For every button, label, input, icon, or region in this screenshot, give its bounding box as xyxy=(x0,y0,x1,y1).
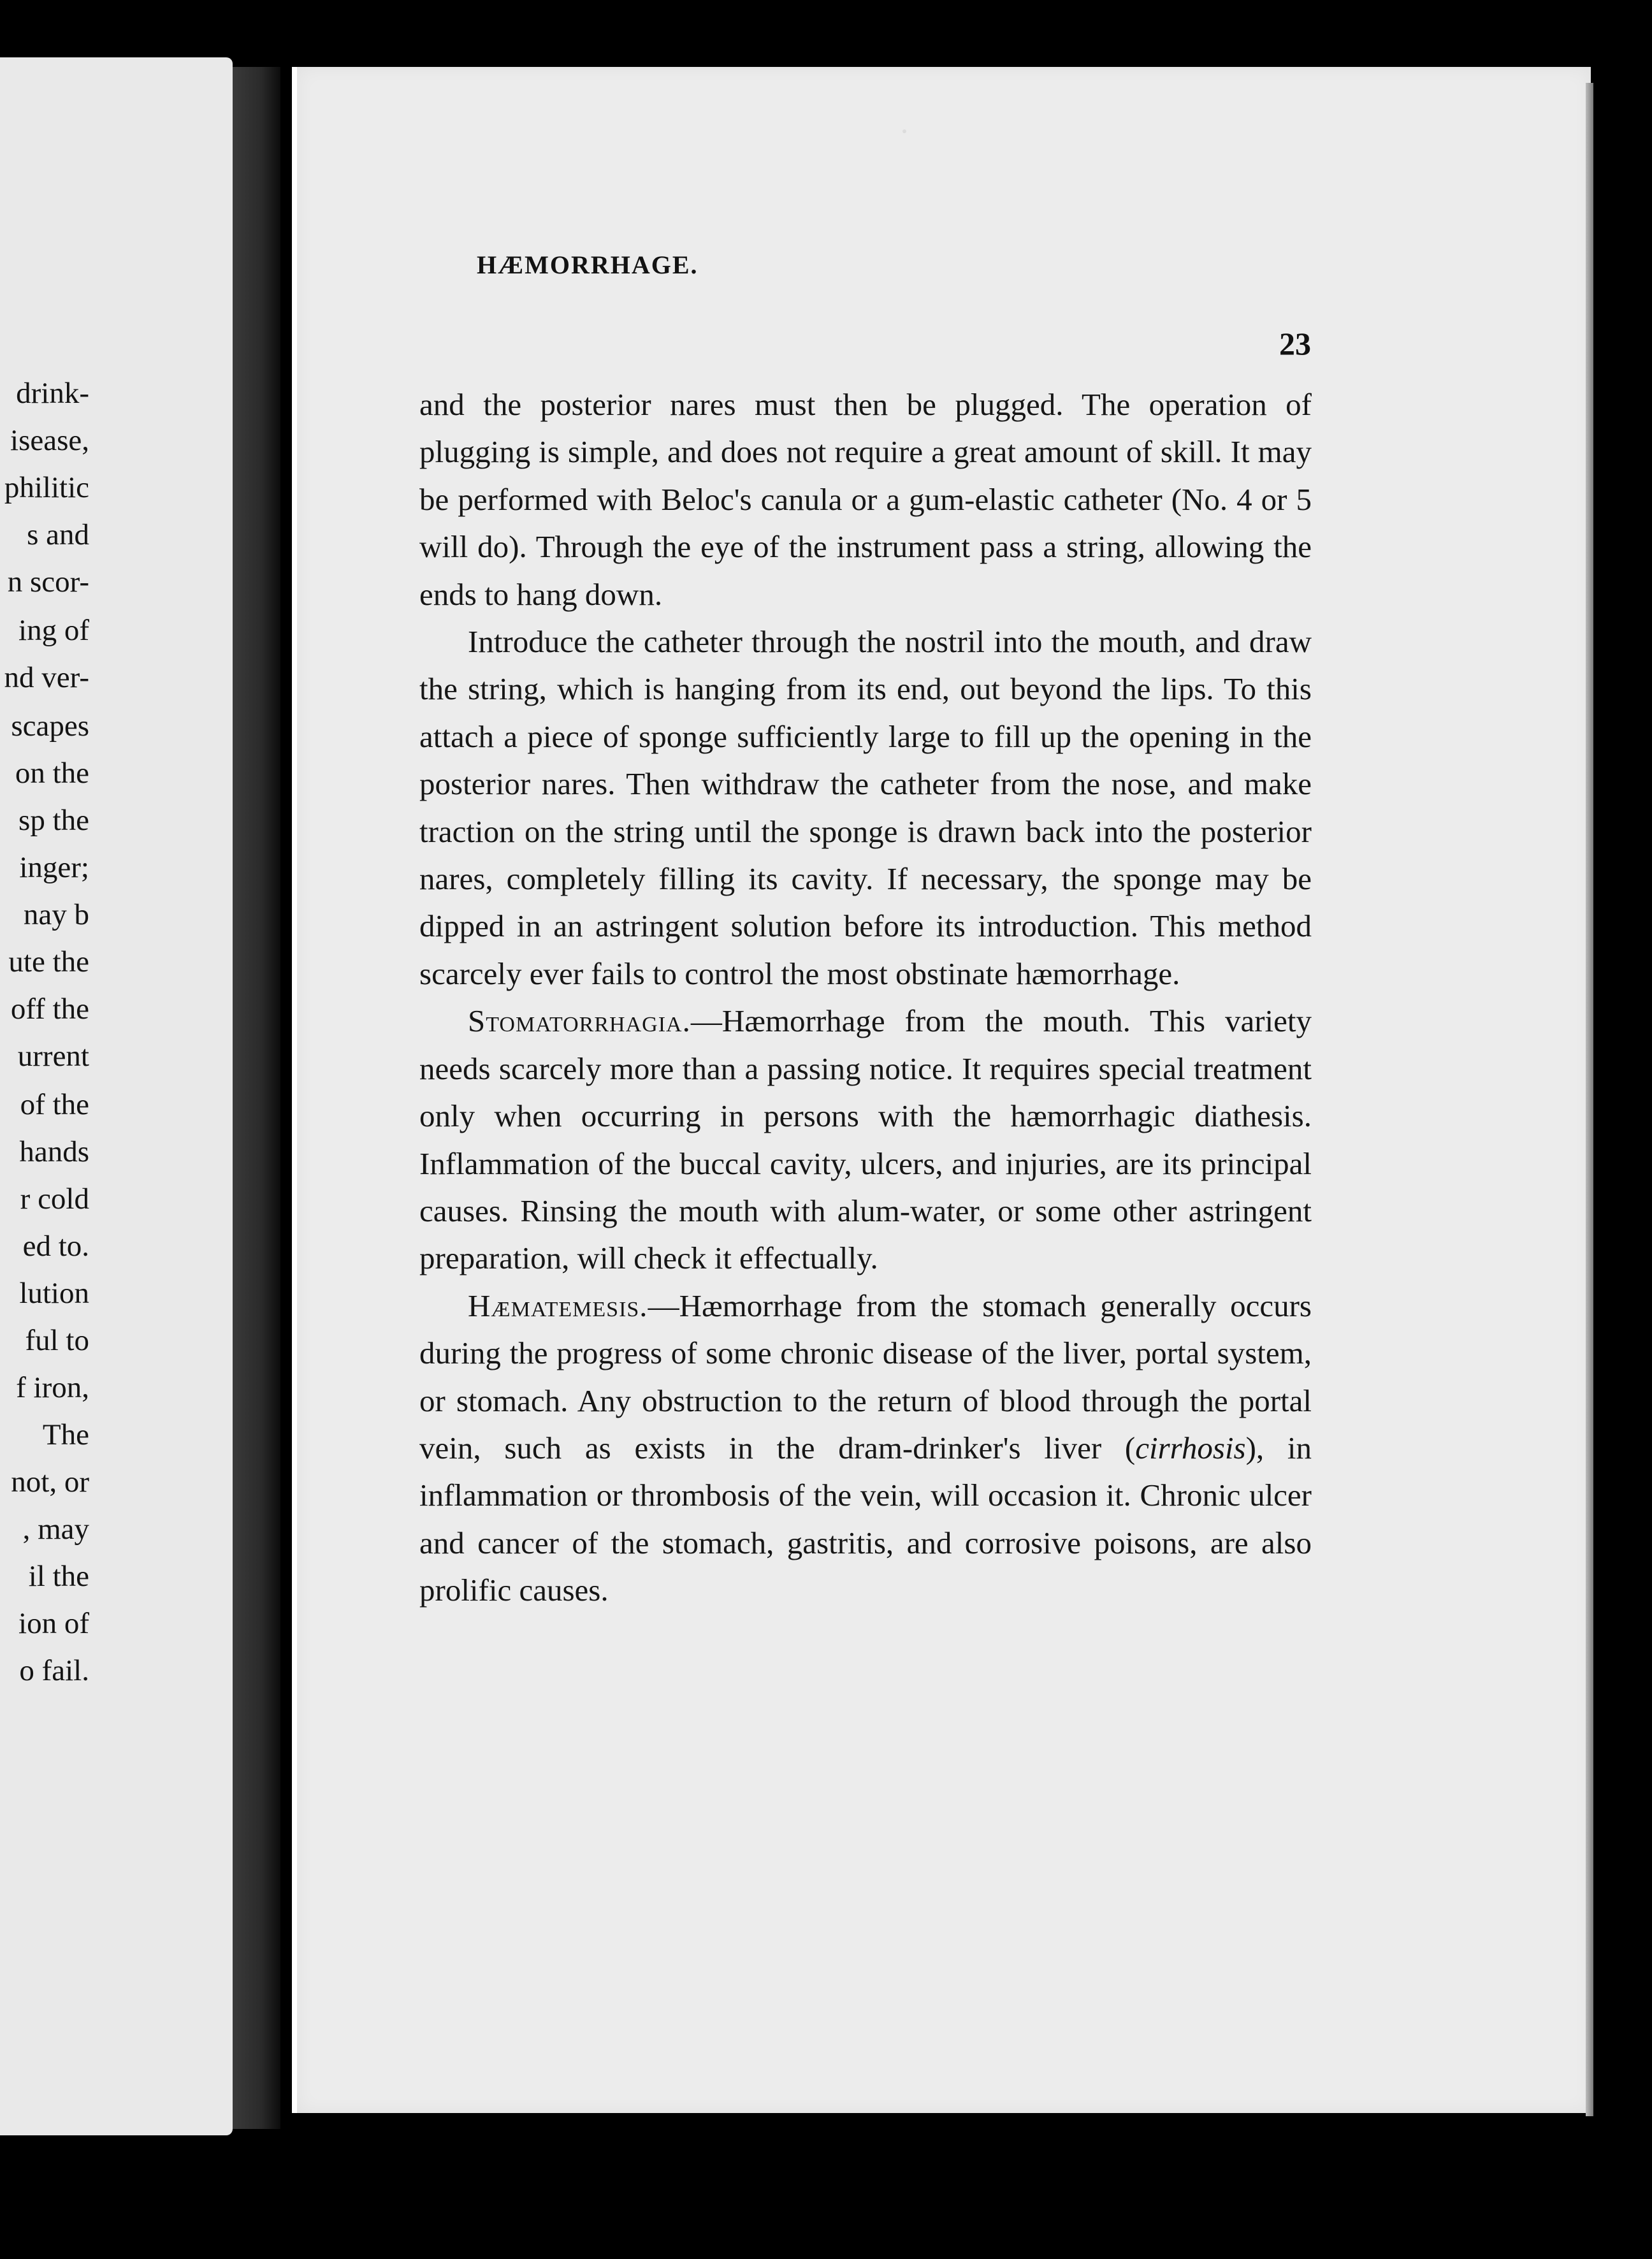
paragraph-1 xyxy=(419,381,1312,618)
paragraph-3 xyxy=(419,998,1312,1282)
left-page-line: on the xyxy=(15,757,89,790)
left-page-line: il the xyxy=(28,1560,89,1593)
left-page-line: f iron, xyxy=(16,1371,89,1404)
paragraph-3-text: —Hæmorrhage from the mouth. This variety needs scarcely more than a passing notice. It requires special treatment only when occurring in persons with the hæmorrhagic diathesis. Inflammation of the buccal cavity, ulcers, and injuries, are its principal causes. Rinsing the mouth with alum-water, or some other astringent preparation, will check it effectually. xyxy=(419,1003,1312,1276)
left-page-line: isease, xyxy=(10,424,89,457)
left-page-line: n scor- xyxy=(7,565,89,599)
left-page-line: urrent xyxy=(17,1040,89,1073)
left-page-line: inger; xyxy=(19,851,89,884)
book-gutter xyxy=(233,67,280,2129)
left-page-line: philitic xyxy=(4,471,89,504)
left-facing-page xyxy=(0,57,233,2135)
paragraph-4-text-a: —Hæmorrhage from the stomach generally occurs during the progress of some chronic disease of the liver, portal system, or stomach. Any obstruction to the return of blood through the portal vein, such as exists in the dram-drinker's liver ( xyxy=(419,1288,1312,1465)
body-text xyxy=(419,381,1312,1615)
cirrhosis-term: cirrhosis xyxy=(1135,1430,1246,1465)
left-page-line: ed to. xyxy=(22,1230,89,1263)
paragraph-2-text: Introduce the catheter through the nostril into the mouth, and draw the string, which is hanging from its end, out beyond the lips. To this attach a piece of sponge sufficiently large to fill up the opening in the posterior nares. Then withdraw the catheter from the nose, and make traction on the string until the sponge is drawn back into the posterior nares, completely filling its cavity. If necessary, the sponge may be dipped in an astringent solution before its introduction. This method scarcely ever fails to control the most obstinate hæmorrhage. xyxy=(419,624,1312,991)
paragraph-2 xyxy=(419,618,1312,998)
left-page-line: ing of xyxy=(18,614,89,647)
running-head: HÆMORRHAGE. xyxy=(477,251,699,279)
left-page-line: r cold xyxy=(20,1182,89,1216)
stomatorrhagia-heading: Stomatorrhagia. xyxy=(468,1003,691,1039)
paragraph-4-text-b: ), in inflammation or thrombosis of the vein, will occasion it. Chronic ulcer and cancer of the stomach, gastritis, and corrosive poisons, are also prolific causes. xyxy=(419,1430,1312,1608)
page-edge xyxy=(1586,83,1593,2116)
haematemesis-heading: Hæmatemesis. xyxy=(468,1288,648,1323)
paragraph-4 xyxy=(419,1282,1312,1615)
left-page-text xyxy=(0,370,89,1694)
left-page-line: ion of xyxy=(18,1607,89,1640)
left-page-line: not, or xyxy=(11,1465,89,1499)
left-page-line: The xyxy=(42,1418,89,1451)
page-number: 23 xyxy=(1279,326,1311,361)
left-page-line: scapes xyxy=(11,709,89,743)
left-page-line: hands xyxy=(19,1135,89,1168)
left-page-line: of the xyxy=(20,1088,89,1121)
left-page-line: lution xyxy=(19,1277,89,1310)
left-page-line: s and xyxy=(27,518,89,551)
left-page-line: , may xyxy=(22,1513,89,1546)
paragraph-1-text: and the posterior nares must then be plugged. The operation of plugging is simple, and does not require a great amount of skill. It may be performed with Beloc's canula or a gum-elastic catheter (No. 4 or 5 will do). Through the eye of the instrument pass a string, allowing the ends to hang down. xyxy=(419,387,1312,612)
left-page-line: nd ver- xyxy=(4,661,89,694)
left-page-line: ful to xyxy=(25,1324,89,1357)
left-page-line: o fail. xyxy=(19,1654,89,1687)
left-page-line: ute the xyxy=(8,945,89,978)
left-page-line: drink- xyxy=(16,377,89,410)
left-page-line: sp the xyxy=(18,804,89,837)
left-page-line: nay b xyxy=(23,898,89,931)
left-page-line: off the xyxy=(10,992,89,1026)
